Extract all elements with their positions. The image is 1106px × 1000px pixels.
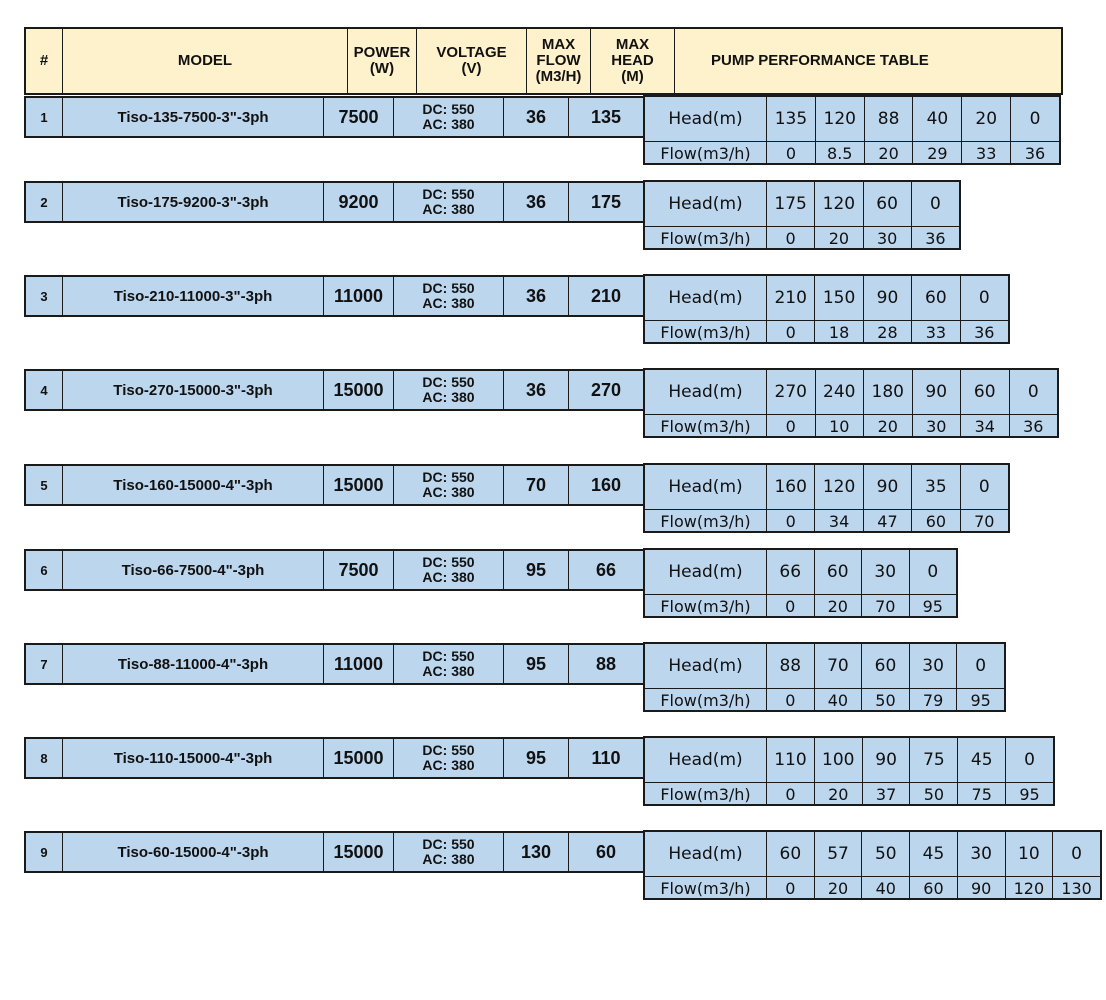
flow-label: Flow(m3/h) (660, 690, 751, 710)
head-value: 70 (814, 644, 862, 688)
pump-voltage (393, 466, 503, 504)
pump-max-flow (503, 277, 568, 315)
flow-row (645, 688, 1004, 711)
pump-voltage (393, 645, 503, 683)
pump-num-text: 1 (40, 109, 48, 125)
head-value: 150 (814, 276, 862, 320)
pump-num (26, 466, 62, 504)
head-value: 0 (909, 550, 957, 594)
pump-model (62, 551, 323, 589)
pump-max-flow (503, 371, 568, 409)
head-value: 90 (863, 276, 911, 320)
pump-power-text: 15000 (333, 474, 384, 495)
pump-power (323, 466, 393, 504)
head-row (645, 370, 1057, 414)
flow-value: 95 (1005, 783, 1053, 805)
pump-power (323, 371, 393, 409)
head-label: Head(m) (668, 844, 743, 864)
head-value: 270 (766, 370, 815, 414)
flow-row (645, 594, 956, 617)
flow-value: 70 (960, 510, 1008, 532)
flow-row (645, 226, 959, 249)
pump-num-text: 8 (40, 750, 48, 766)
performance-table (643, 274, 1010, 344)
pump-max-flow-text: 36 (525, 191, 547, 212)
pump-max-flow (503, 833, 568, 871)
flow-row (645, 782, 1053, 805)
flow-value: 20 (814, 783, 862, 805)
pump-max-head-text: 160 (590, 474, 622, 495)
performance-table (643, 548, 958, 618)
flow-value: 8.5 (815, 142, 864, 164)
head-value: 160 (766, 465, 814, 509)
pump-row-3 (24, 275, 645, 317)
pump-model-text: Tiso-60-15000-4"-3ph (117, 843, 269, 861)
pump-num-text: 4 (40, 382, 48, 398)
head-label: Head(m) (668, 477, 743, 497)
pump-voltage (393, 551, 503, 589)
pump-voltage-text: DC: 550 (422, 836, 475, 852)
head-value: 60 (863, 182, 911, 226)
pump-max-flow-text: 130 (520, 841, 552, 862)
head-value: 30 (957, 832, 1005, 876)
pump-num (26, 551, 62, 589)
pump-num-text: 2 (40, 194, 48, 210)
flow-value: 36 (1009, 415, 1058, 437)
pump-voltage (393, 833, 503, 871)
head-value: 60 (911, 276, 959, 320)
pump-max-flow (503, 466, 568, 504)
head-value: 110 (766, 738, 814, 782)
pump-num-text: 9 (40, 844, 48, 860)
flow-value: 29 (912, 142, 961, 164)
head-value: 0 (1052, 832, 1100, 876)
head-value: 57 (814, 832, 862, 876)
pump-model-text: Tiso-270-15000-3"-3ph (113, 381, 273, 399)
flow-value: 0 (766, 321, 814, 343)
pump-voltage-text: DC: 550 (422, 554, 475, 570)
performance-table (643, 95, 1061, 165)
head-value: 60 (960, 370, 1009, 414)
flow-row (645, 414, 1057, 437)
pump-voltage (393, 98, 503, 136)
pump-power (323, 739, 393, 777)
flow-value: 28 (863, 321, 911, 343)
flow-value: 50 (861, 689, 909, 711)
pump-num (26, 98, 62, 136)
flow-value: 95 (956, 689, 1004, 711)
pump-model-text: Tiso-210-11000-3"-3ph (113, 287, 273, 305)
head-row (645, 97, 1059, 141)
head-value: 135 (766, 97, 815, 141)
flow-value: 20 (814, 595, 862, 617)
head-value: 10 (1005, 832, 1053, 876)
head-value: 88 (864, 97, 913, 141)
flow-value: 36 (960, 321, 1008, 343)
pump-max-head (568, 551, 643, 589)
head-value: 40 (912, 97, 961, 141)
pump-voltage (393, 739, 503, 777)
head-row (645, 644, 1004, 688)
pump-power-text: 15000 (333, 379, 384, 400)
head-value: 0 (1010, 97, 1059, 141)
pump-model (62, 833, 323, 871)
pump-voltage-text: DC: 550 (422, 374, 475, 390)
head-value: 90 (862, 738, 910, 782)
head-value: 100 (814, 738, 862, 782)
pump-power-text: 11000 (333, 653, 384, 674)
head-value: 175 (766, 182, 814, 226)
pump-max-flow-text: 95 (525, 559, 547, 580)
flow-value: 20 (864, 142, 913, 164)
pump-voltage-text: AC: 380 (422, 201, 475, 217)
flow-value: 60 (909, 877, 957, 899)
pump-model-text: Tiso-160-15000-4"-3ph (113, 476, 273, 494)
head-label: Head(m) (668, 382, 743, 402)
pump-voltage-text: AC: 380 (422, 295, 475, 311)
pump-num (26, 371, 62, 409)
performance-table (643, 736, 1055, 806)
head-value: 90 (863, 465, 911, 509)
pump-voltage-text: DC: 550 (422, 742, 475, 758)
pump-num (26, 739, 62, 777)
pump-voltage-text: AC: 380 (422, 116, 475, 132)
flow-value: 10 (815, 415, 864, 437)
head-value: 0 (960, 465, 1008, 509)
head-value: 50 (861, 832, 909, 876)
head-label: Head(m) (668, 656, 743, 676)
pump-max-flow-text: 95 (525, 747, 547, 768)
head-value: 30 (909, 644, 957, 688)
flow-value: 120 (1005, 877, 1053, 899)
header-num: # (39, 52, 49, 69)
header-model: MODEL (62, 29, 347, 93)
pump-power (323, 98, 393, 136)
head-value: 0 (1005, 738, 1053, 782)
pump-voltage-text: DC: 550 (422, 280, 475, 296)
pump-model-text: Tiso-88-11000-4"-3ph (117, 655, 269, 673)
flow-value: 60 (911, 510, 959, 532)
pump-model (62, 183, 323, 221)
flow-value: 130 (1052, 877, 1100, 899)
pump-num-text: 3 (40, 288, 48, 304)
flow-value: 37 (862, 783, 910, 805)
flow-value: 47 (863, 510, 911, 532)
pump-voltage-text: AC: 380 (422, 757, 475, 773)
head-value: 120 (814, 465, 862, 509)
pump-max-head-text: 270 (590, 379, 622, 400)
pump-voltage (393, 277, 503, 315)
flow-label: Flow(m3/h) (660, 416, 751, 436)
head-value: 75 (909, 738, 957, 782)
pump-row-2 (24, 181, 645, 223)
pump-model-text: Tiso-175-9200-3"-3ph (117, 193, 269, 211)
flow-value: 70 (861, 595, 909, 617)
flow-row (645, 509, 1008, 532)
head-value: 60 (814, 550, 862, 594)
flow-row (645, 320, 1008, 343)
head-value: 30 (861, 550, 909, 594)
flow-value: 20 (863, 415, 912, 437)
pump-row-4 (24, 369, 645, 411)
pump-power-text: 15000 (333, 841, 384, 862)
head-label: Head(m) (668, 109, 743, 129)
pump-max-flow-text: 95 (525, 653, 547, 674)
pump-power (323, 645, 393, 683)
flow-label: Flow(m3/h) (660, 878, 751, 898)
pump-voltage-text: DC: 550 (422, 648, 475, 664)
flow-value: 36 (1010, 142, 1059, 164)
flow-value: 0 (766, 510, 814, 532)
flow-label: Flow(m3/h) (660, 596, 751, 616)
flow-value: 0 (766, 227, 814, 249)
head-value: 60 (861, 644, 909, 688)
flow-value: 20 (814, 227, 862, 249)
head-row (645, 550, 956, 594)
pump-max-flow-text: 36 (525, 285, 547, 306)
pump-num (26, 645, 62, 683)
pump-max-head (568, 645, 643, 683)
head-label: Head(m) (668, 562, 743, 582)
flow-value: 95 (909, 595, 957, 617)
flow-value: 34 (960, 415, 1009, 437)
head-row (645, 738, 1053, 782)
pump-max-head (568, 371, 643, 409)
pump-num (26, 277, 62, 315)
pump-max-flow (503, 551, 568, 589)
pump-power-text: 7500 (338, 559, 379, 580)
pump-max-flow-text: 36 (525, 379, 547, 400)
head-value: 0 (911, 182, 959, 226)
pump-voltage-text: DC: 550 (422, 101, 475, 117)
pump-row-9 (24, 831, 645, 873)
performance-table (643, 642, 1006, 712)
flow-value: 0 (766, 877, 814, 899)
head-row (645, 465, 1008, 509)
head-value: 240 (815, 370, 864, 414)
table-header (24, 27, 1063, 95)
pump-max-flow-text: 70 (525, 474, 547, 495)
header-max-flow: MAX FLOW (M3/H) (526, 29, 590, 93)
head-value: 60 (766, 832, 814, 876)
flow-value: 33 (911, 321, 959, 343)
pump-num (26, 833, 62, 871)
pump-power (323, 833, 393, 871)
pump-row-5 (24, 464, 645, 506)
flow-value: 90 (957, 877, 1005, 899)
head-value: 210 (766, 276, 814, 320)
pump-max-head (568, 98, 643, 136)
pump-power (323, 183, 393, 221)
flow-value: 40 (814, 689, 862, 711)
head-value: 20 (961, 97, 1010, 141)
pump-row-7 (24, 643, 645, 685)
head-value: 0 (956, 644, 1004, 688)
pump-voltage (393, 371, 503, 409)
pump-num-text: 7 (40, 656, 48, 672)
pump-voltage-text: DC: 550 (422, 469, 475, 485)
pump-power (323, 277, 393, 315)
flow-value: 0 (766, 689, 814, 711)
header-voltage: VOLTAGE (V) (416, 29, 526, 93)
flow-value: 30 (863, 227, 911, 249)
flow-value: 0 (766, 783, 814, 805)
pump-max-head-text: 175 (590, 191, 622, 212)
head-value: 0 (1009, 370, 1058, 414)
pump-max-flow (503, 183, 568, 221)
flow-value: 36 (911, 227, 959, 249)
pump-voltage (393, 183, 503, 221)
head-value: 35 (911, 465, 959, 509)
pump-power-text: 9200 (338, 191, 379, 212)
pump-power-text: 7500 (338, 106, 379, 127)
flow-value: 0 (766, 142, 815, 164)
pump-max-head-text: 60 (595, 841, 617, 862)
pump-max-head-text: 66 (595, 559, 617, 580)
head-row (645, 832, 1100, 876)
flow-row (645, 876, 1100, 899)
pump-max-head-text: 88 (595, 653, 617, 674)
performance-table (643, 368, 1059, 438)
pump-max-flow (503, 645, 568, 683)
pump-num-text: 6 (40, 562, 48, 578)
pump-max-head (568, 833, 643, 871)
pump-model (62, 371, 323, 409)
flow-value: 40 (861, 877, 909, 899)
head-value: 120 (814, 182, 862, 226)
flow-value: 20 (814, 877, 862, 899)
flow-row (645, 141, 1059, 164)
pump-max-flow-text: 36 (525, 106, 547, 127)
header-power: POWER (W) (347, 29, 416, 93)
flow-value: 33 (961, 142, 1010, 164)
header-max-head: MAX HEAD (M) (590, 29, 674, 93)
head-value: 90 (912, 370, 961, 414)
pump-row-6 (24, 549, 645, 591)
pump-power (323, 551, 393, 589)
flow-value: 0 (766, 415, 815, 437)
pump-max-head-text: 110 (591, 747, 621, 768)
head-value: 180 (863, 370, 912, 414)
flow-value: 30 (912, 415, 961, 437)
pump-max-head-text: 210 (590, 285, 622, 306)
header-perf-title: PUMP PERFORMANCE TABLE (674, 29, 1061, 93)
pump-max-flow (503, 739, 568, 777)
pump-max-flow (503, 98, 568, 136)
pump-model-text: Tiso-66-7500-4"-3ph (121, 561, 265, 579)
head-label: Head(m) (668, 750, 743, 770)
head-row (645, 276, 1008, 320)
flow-label: Flow(m3/h) (660, 511, 751, 531)
pump-model-text: Tiso-110-15000-4"-3ph (113, 749, 273, 767)
head-value: 0 (960, 276, 1008, 320)
pump-model (62, 645, 323, 683)
pump-power-text: 15000 (333, 747, 384, 768)
head-value: 120 (815, 97, 864, 141)
pump-row-1 (24, 96, 645, 138)
pump-voltage-text: AC: 380 (422, 851, 475, 867)
flow-label: Flow(m3/h) (660, 143, 751, 163)
performance-table (643, 463, 1010, 533)
pump-max-head (568, 466, 643, 504)
performance-table (643, 830, 1102, 900)
flow-label: Flow(m3/h) (660, 322, 751, 342)
head-label: Head(m) (668, 288, 743, 308)
pump-model (62, 739, 323, 777)
pump-voltage-text: AC: 380 (422, 484, 475, 500)
pump-model (62, 98, 323, 136)
pump-row-8 (24, 737, 645, 779)
pump-model (62, 277, 323, 315)
head-row (645, 182, 959, 226)
pump-max-head-text: 135 (590, 106, 622, 127)
pump-num-text: 5 (40, 477, 48, 493)
pump-model-text: Tiso-135-7500-3"-3ph (117, 108, 269, 126)
head-value: 66 (766, 550, 814, 594)
head-value: 45 (909, 832, 957, 876)
performance-table (643, 180, 961, 250)
flow-value: 50 (909, 783, 957, 805)
pump-num (26, 183, 62, 221)
head-label: Head(m) (668, 194, 743, 214)
pump-voltage-text: AC: 380 (422, 389, 475, 405)
pump-model (62, 466, 323, 504)
pump-voltage-text: DC: 550 (422, 186, 475, 202)
head-value: 88 (766, 644, 814, 688)
flow-value: 0 (766, 595, 814, 617)
flow-label: Flow(m3/h) (660, 784, 751, 804)
flow-value: 79 (909, 689, 957, 711)
head-value: 45 (957, 738, 1005, 782)
pump-max-head (568, 183, 643, 221)
pump-voltage-text: AC: 380 (422, 569, 475, 585)
pump-max-head (568, 277, 643, 315)
flow-label: Flow(m3/h) (660, 228, 751, 248)
pump-max-head (568, 739, 643, 777)
flow-value: 75 (957, 783, 1005, 805)
pump-power-text: 11000 (333, 285, 384, 306)
flow-value: 34 (814, 510, 862, 532)
pump-voltage-text: AC: 380 (422, 663, 475, 679)
flow-value: 18 (814, 321, 862, 343)
